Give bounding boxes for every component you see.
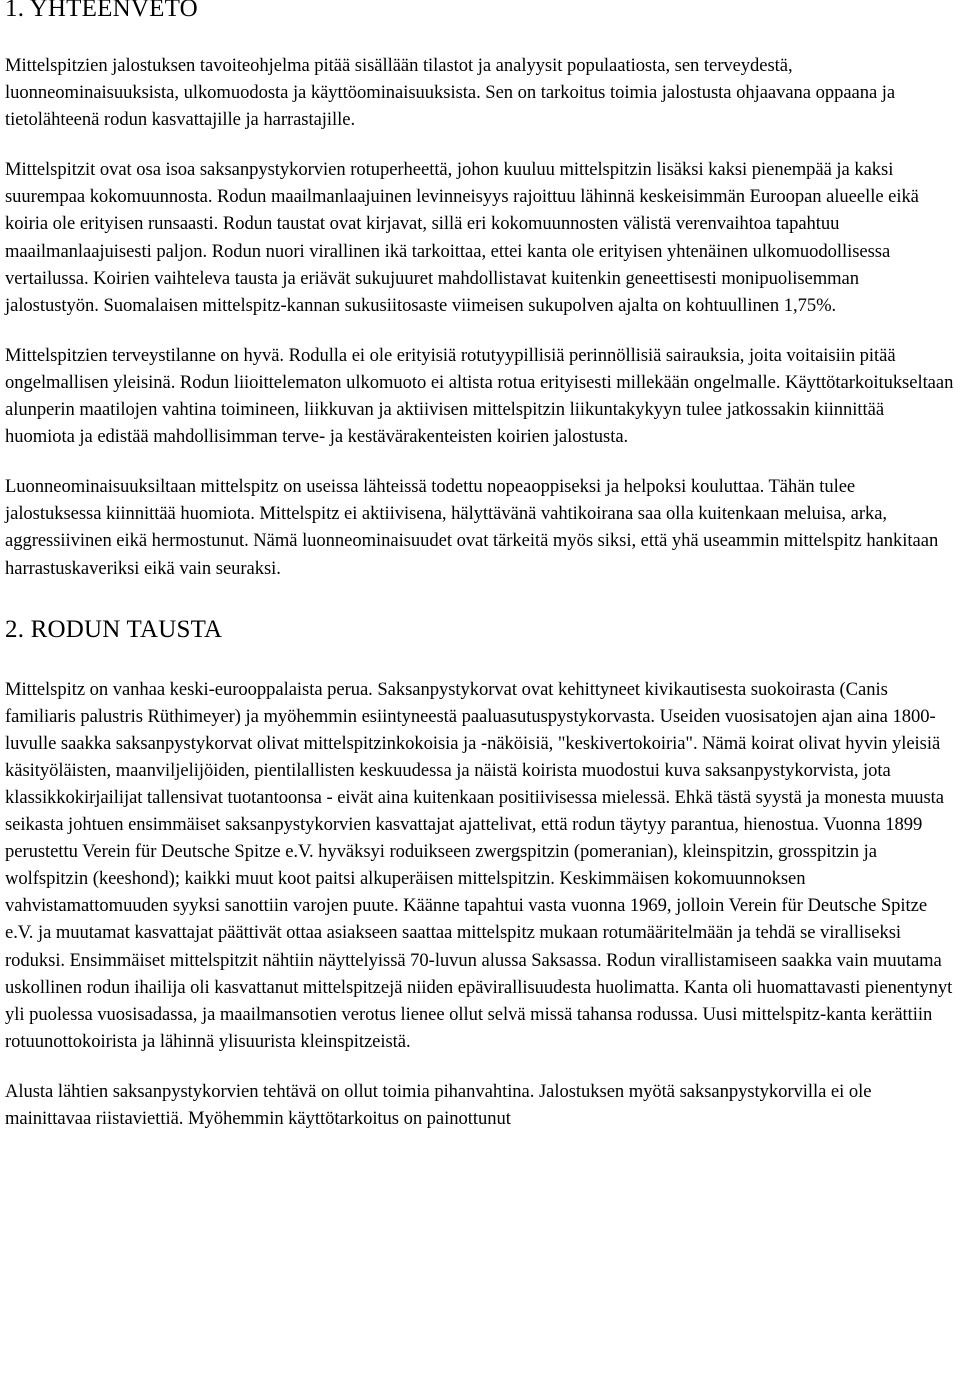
paragraph-temperament: Luonneominaisuuksiltaan mittelspitz on useissa lähteissä todettu nopeaoppiseksi ja helpoksi kouluttaa. Tähän tulee jalostuksessa kiinnittää huomiota. Mittelspitz ei aktiivisena, hälyttävänä vahtikoirana saa olla kuitenkaan meluisa, arka, aggressiivinen eikä hermostunut. Nämä luonneominaisuudet ovat tärkeitä myös siksi, että yhä useammin mittelspitz hankitaan harrastuskaveriksi eikä vain seuraksi. [5, 476, 939, 579]
section-heading-background: 2. RODUN TAUSTA [5, 615, 223, 643]
paragraph-health: Mittelspitzien terveystilanne on hyvä. Rodulla ei ole erityisiä rotutyypillisiä perinnöllisiä sairauksia, joita voitaisiin pitää ongelmallisen yleisinä. Rodun liioittelematon ulkomuoto ei altista rotua erityisesti millekään ongelmalle. Käyttötarkoitukseltaan alunperin maatilojen vahtina toimineen, liikkuvan ja aktiivisen mittelspitzin liikuntakykyyn tulee jatkossakin kiinnittää huomiota ja edistää mahdollisimman terve- ja kestävärakenteisten koirien jalostusta. [5, 344, 954, 448]
paragraph-summary-intro: Mittelspitzien jalostuksen tavoiteohjelma pitää sisällään tilastot ja analyysit populaatiosta, sen terveydestä, luonneominaisuuksista, ulkomuodosta ja käyttöominaisuuksista. Sen on tarkoitus toimia jalostusta ohjaavana oppaana ja tietolähteenä rodun kasvattajille ja harrastajille. [5, 55, 896, 131]
paragraph-history: Mittelspitz on vanhaa keski-eurooppalaista perua. Saksanpystykorvat ovat kehittyneet kivikautisesta suokoirasta (Canis familiaris palustris Rüthimeyer) ja myöhemmin esiintyneestä paaluasutuspystykorvasta. Useiden vuosisatojen ajan aina 1800-luvulle saakka saksanpystykorvat olivat mittelspitzinkokoisia ja -näköisiä, "keskivertokoiria". Nämä koirat olivat hyvin yleisiä käsityöläisten, maanviljelijöiden, pientilallisten keskuudessa ja näistä koirista muodostui kuva saksanpystykorvista, jota klassikkokirjailijat tallensivat tuotantoonsa - eivät aina kuitenkaan positiivisessa mielessä. Ehkä tästä syystä ja monesta muusta seikasta johtuen ensimmäiset saksanpystykorvien kasvattajat ajattelivat, että rodun täytyy parantua, hienostua. Vuonna 1899 perustettu Verein für Deutsche Spitze e.V. hyväksyi roduikseen zwergspitzin (pomeranian), kleinspitzin, grosspitzin ja wolfspitzin (keeshond); kaikki muut koot paitsi alkuperäisen mittelspitzin. Keskimmäisen kokomuunnoksen vahvistamattomuuden syyksi sanottiin varojen puute. Käänne tapahtui vasta vuonna 1969, jolloin Verein für Deutsche Spitze e.V. ja muutamat kasvattajat päättivät ottaa asiakseen saattaa mittelspitz mukaan rotumääritelmään ja tehdä se viralliseksi roduksi. Ensimmäiset mittelspitzit nähtiin näyttelyissä 70-luvun alussa Saksassa. Rodun virallistamiseen saakka vain muutama uskollinen rodun ihailija oli kasvattanut mittelspitzejä niiden epävirallisuudesta huolimatta. Kanta oli huomattavasti pienentynyt yli puolessa vuosisadassa, ja maailmansotien verotus lienee ollut selvä missä tahansa rodussa. Uusi mittelspitz-kanta kerättiin rotuunottokoirista ja lähinnä ylisuurista kleinspitzeistä. [5, 678, 953, 1052]
section-heading-summary: 1. YHTEENVETO [5, 0, 198, 22]
paragraph-purpose: Alusta lähtien saksanpystykorvien tehtävä on ollut toimia pihanvahtina. Jalostuksen myötä saksanpystykorvilla ei ole mainittavaa riistaviettiä. Myöhemmin käyttötarkoitus on painottunut [5, 1080, 872, 1129]
paragraph-breed-family: Mittelspitzit ovat osa isoa saksanpystykorvien rotuperheettä, johon kuuluu mittelspitzin lisäksi kaksi pienempää ja kaksi suurempaa kokomuunnosta. Rodun maailmanlaajuinen levinneisyys rajoittuu lähinnä keskeisimmän Euroopan alueelle eikä koiria ole erityisen runsaasti. Rodun taustat ovat kirjavat, sillä eri kokomuunnosten välistä verenvaihtoa tapahtuu maailmanlaajuisesti paljon. Rodun nuori virallinen ikä tarkoittaa, ettei kanta ole erityisen yhtenäinen ulkomuodollisessa vertailussa. Koirien vaihteleva tausta ja eriävät sukujuuret mahdollistavat kuitenkin geneettisesti monipuolisemman jalostustyön. Suomalaisen mittelspitz-kannan sukusiitosaste viimeisen sukupolven ajalta on kohtuullinen 1,75%. [5, 159, 919, 316]
